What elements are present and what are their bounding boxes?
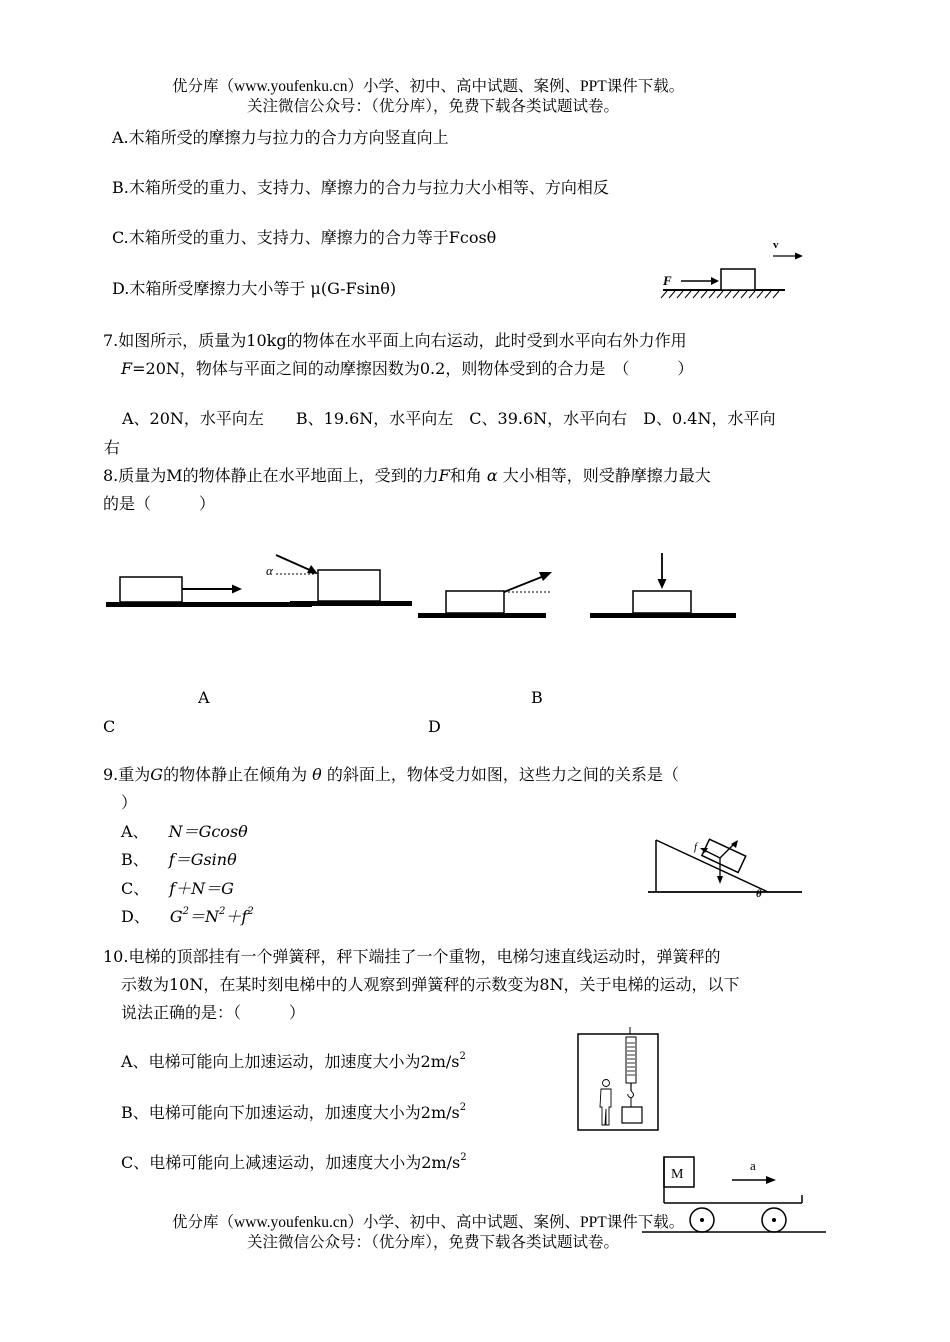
q9-line-1 <box>103 765 679 785</box>
floor-hatch <box>661 290 785 298</box>
box <box>721 269 755 290</box>
q9-option-d-text: $G^2=N^2+f^2$ <box>169 906 254 926</box>
q8-figure-b <box>266 555 412 606</box>
q8-line-1-b: 和角 <box>449 466 482 485</box>
q6-option-a: A.木箱所受的摩擦力与拉力的合力方向竖直向上 <box>112 128 449 147</box>
q10-elevator-figure <box>576 1027 660 1133</box>
q9-line-1-a: 9.重为 <box>103 765 151 784</box>
q9-option-c <box>121 879 234 899</box>
q8-figure-c <box>418 572 552 618</box>
q7-line-2-text: =20N，物体与平面之间的动摩擦因数为0.2，则物体受到的合力是 （ ） <box>132 359 694 378</box>
q10-line-1: 10.电梯的顶部挂有一个弹簧秤，秤下端挂了一个重物，电梯匀速直线运动时，弹簧秤的 <box>103 947 721 966</box>
q9-fig-f-label: f <box>694 841 698 853</box>
q6-option-b: B.木箱所受的重力、支持力、摩擦力的合力与拉力大小相等、方向相反 <box>112 178 609 197</box>
q9-option-a-text: N＝Gcosθ <box>168 822 248 841</box>
q8-line-2: 的是（ ） <box>103 494 216 513</box>
q10-line-2: 示数为10N，在某时刻电梯中的人观察到弹簧秤的示数变为8N，关于电梯的运动，以下 <box>121 975 740 994</box>
q9-fig-theta-label: θ <box>756 888 762 900</box>
q8-figure-a <box>106 577 312 607</box>
q9-theta-symbol: θ <box>312 765 322 784</box>
q7-options: A、20N，水平向左 B、19.6N，水平向左 C、39.6N，水平向右 D、0.4N，水平向 <box>106 409 776 428</box>
q9-option-b <box>121 850 237 870</box>
q8-line-1-a: 8.质量为M的物体静止在水平地面上，受到的力 <box>103 466 439 485</box>
q8-alpha-label: α <box>266 563 273 578</box>
q6-option-c: C.木箱所受的重力、支持力、摩擦力的合力等于Fcosθ <box>112 228 497 247</box>
q7-options-wrap: 右 <box>104 438 121 457</box>
q9-option-a-label: A、 <box>121 822 149 841</box>
cart-mass-label: M <box>671 1167 684 1182</box>
q8-label-d: D <box>428 717 441 736</box>
q10-option-a: A、电梯可能向上加速运动，加速度大小为$2m/s^2$ <box>121 1051 466 1071</box>
q10-option-c: C、电梯可能向上减速运动，加速度大小为$2m/s^2$ <box>121 1152 467 1172</box>
header-line-2: 关注微信公众号：（优分库），免费下载各类试题试卷。 <box>247 98 620 115</box>
q6-box-figure <box>655 236 805 300</box>
footer-line-1: 优分库（www.youfenku.cn）小学、初中、高中试题、案例、PPT课件下载。 <box>172 1214 685 1231</box>
q7-force-symbol: F <box>121 359 133 378</box>
q10-option-b: B、电梯可能向下加速运动，加速度大小为$2m/s^2$ <box>121 1102 467 1122</box>
q9-line-2: ） <box>121 793 138 812</box>
footer-line-2: 关注微信公众号：（优分库），免费下载各类试题试卷。 <box>247 1234 620 1251</box>
q9-option-a <box>121 822 248 842</box>
q8-line-1-c: 大小相等，则受静摩擦力最大 <box>502 466 711 485</box>
q9-option-b-text: f＝Gsinθ <box>168 850 237 869</box>
velocity-label: v <box>773 239 779 251</box>
header-line-1: 优分库（www.youfenku.cn）小学、初中、高中试题、案例、PPT课件下载。 <box>172 78 685 95</box>
force-label: F <box>663 273 672 288</box>
q9-incline-figure <box>642 836 812 900</box>
q8-figure-d <box>590 553 736 618</box>
q8-force-symbol: F <box>438 466 450 485</box>
q9-option-d-label: D、 <box>121 907 150 926</box>
q6-option-d: D.木箱所受摩擦力大小等于 μ(G-Fsinθ) <box>112 279 397 298</box>
q9-option-c-text: f＋N＝G <box>169 879 234 898</box>
q8-label-c: C <box>103 717 116 736</box>
cart-accel-label: a <box>750 1158 756 1173</box>
q9-option-b-label: B、 <box>121 850 149 869</box>
q8-label-b: B <box>531 688 543 707</box>
q8-alpha-symbol: α <box>486 466 498 485</box>
q9-option-d <box>121 907 254 927</box>
q10-line-3: 说法正确的是：（ ） <box>121 1003 306 1022</box>
q7-line-2 <box>121 359 693 379</box>
q7-line-1: 7.如图所示，质量为10kg的物体在水平面上向右运动，此时受到水平向右外力作用 <box>103 331 687 350</box>
q9-option-c-label: C、 <box>121 879 150 898</box>
q9-line-1-c: 的斜面上，物体受力如图，这些力之间的关系是（ <box>326 765 679 784</box>
q8-figures <box>100 545 750 625</box>
q9-g-symbol: G <box>150 765 164 784</box>
q9-line-1-b: 的物体静止在倾角为 <box>163 765 308 784</box>
q8-line-1 <box>103 466 711 486</box>
q8-label-a: A <box>198 688 210 707</box>
